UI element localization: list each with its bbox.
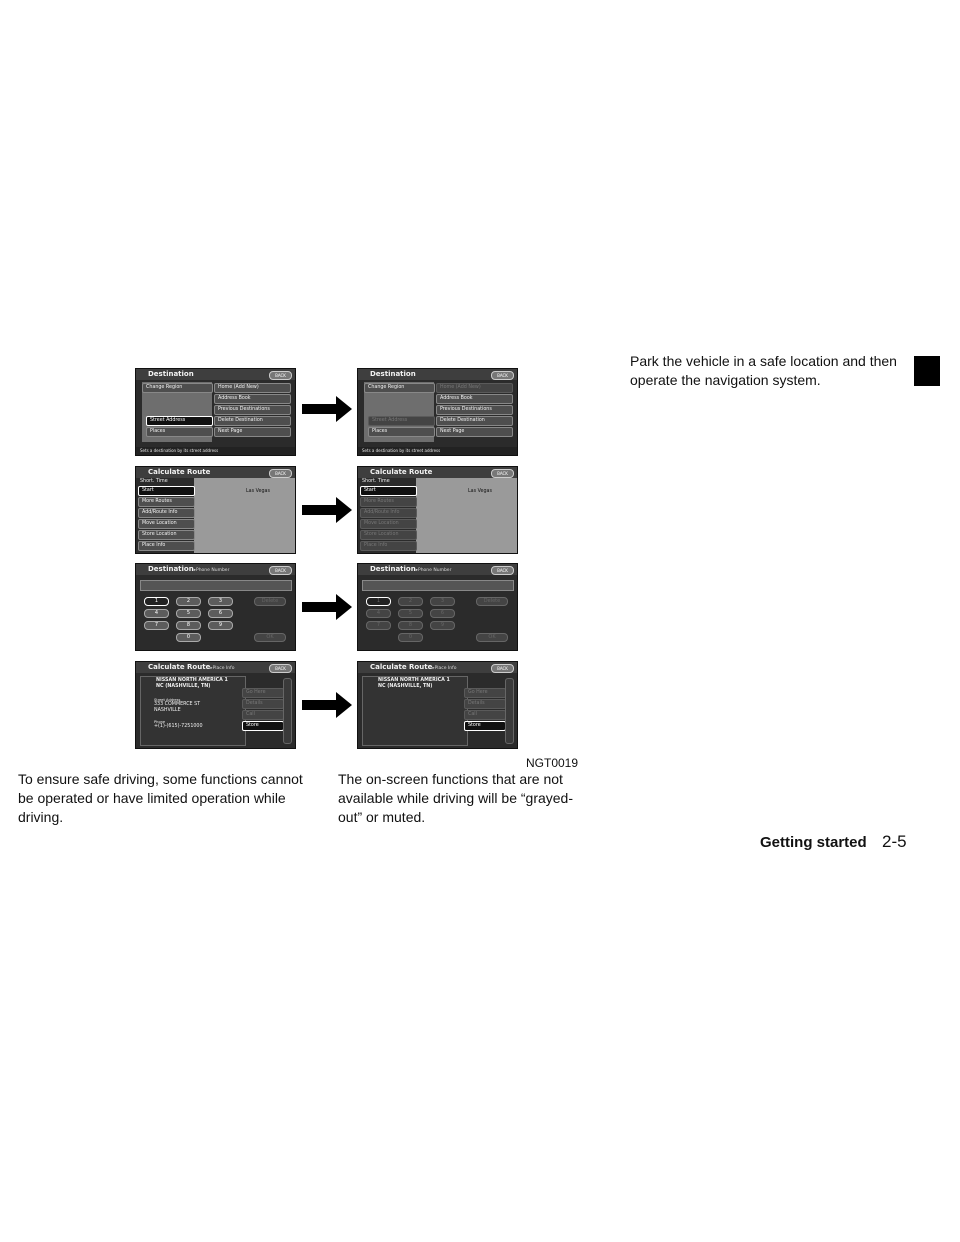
number-input-field (140, 580, 292, 591)
details-button: Details (464, 699, 506, 709)
phone-number: +(1)-(615)-7251000 (154, 724, 203, 729)
screen-title: Calculate Route (358, 467, 517, 478)
go-here-button: Go Here (242, 688, 284, 698)
change-region-button: Change Region (142, 383, 213, 393)
next-page-button: Next Page (214, 427, 291, 437)
destination-screen-active (135, 368, 296, 456)
key-9: 9 (208, 621, 233, 630)
screen-subtitle: ▸Phone Number (415, 568, 452, 573)
previous-destinations-button: Previous Destinations (436, 405, 513, 415)
key-4: 4 (366, 609, 391, 618)
key-7: 7 (144, 621, 169, 630)
screen-subtitle: ▸Phone Number (193, 568, 230, 573)
delete-button: Delete (476, 597, 508, 606)
place-city: NC (NASHVILLE, TN) (156, 684, 211, 689)
back-button: BACK (491, 664, 514, 673)
address-book-button: Address Book (436, 394, 513, 404)
start-button: Start (360, 486, 417, 496)
call-button: Call (242, 710, 284, 720)
more-routes-button: More Routes (138, 497, 195, 507)
street-address-line2: NASHVILLE (154, 708, 181, 713)
home-button: Home (Add New) (436, 383, 513, 393)
store-button: Store (464, 721, 506, 731)
route-mode-label: Short. Time (140, 479, 168, 484)
number-input-field (362, 580, 514, 591)
more-routes-button: More Routes (360, 497, 417, 507)
key-8: 8 (398, 621, 423, 630)
arrow-icon (302, 497, 352, 523)
delete-destination-button: Delete Destination (436, 416, 513, 426)
screen-subtitle: ▸Place Info (210, 666, 235, 671)
store-button: Store (242, 721, 284, 731)
page-number: 2-5 (882, 832, 907, 851)
home-button: Home (Add New) (214, 383, 291, 393)
place-info-screen-active (135, 661, 296, 749)
delete-button: Delete (254, 597, 286, 606)
screen-title: Destination (358, 369, 517, 380)
key-9: 9 (430, 621, 455, 630)
key-7: 7 (366, 621, 391, 630)
arrow-icon (302, 692, 352, 718)
section-thumb-tab (914, 356, 940, 386)
move-location-button: Move Location (138, 519, 195, 529)
place-info-button: Place Info (138, 541, 195, 551)
key-3: 3 (208, 597, 233, 606)
key-0: 0 (176, 633, 201, 642)
back-button: BACK (491, 371, 514, 380)
screen-title: Destination (136, 369, 295, 380)
figure-label: NGT0019 (526, 756, 579, 770)
key-5: 5 (176, 609, 201, 618)
street-address-label: Street Address (154, 698, 181, 702)
scrollbar (505, 678, 514, 744)
back-button: BACK (269, 469, 292, 478)
key-2: 2 (398, 597, 423, 606)
place-city: NC (NASHVILLE, TN) (378, 684, 433, 689)
calculate-route-screen-driving (357, 466, 518, 554)
address-book-button: Address Book (214, 394, 291, 404)
screen-title: Destination (370, 565, 416, 573)
arrow-icon (302, 396, 352, 422)
route-mode-label: Short. Time (362, 479, 390, 484)
street-address-line1: 333 COMMERCE ST (154, 702, 201, 707)
next-page-button: Next Page (436, 427, 513, 437)
key-6: 6 (430, 609, 455, 618)
go-here-button: Go Here (464, 688, 506, 698)
map-city-label: Las Vegas (468, 489, 492, 494)
add-route-info-button: Add/Route Info (138, 508, 195, 518)
back-button: BACK (269, 371, 292, 380)
screen-subtitle: ▸Place Info (432, 666, 457, 671)
status-text: Sets a destination by its street address (136, 447, 295, 455)
screen-title: Calculate Route (148, 663, 211, 671)
ok-button: OK (254, 633, 286, 642)
body-text-col1: To ensure safe driving, some functions cannot be operated or have limited operation while driving. (18, 771, 303, 825)
key-0: 0 (398, 633, 423, 642)
arrow-icon (302, 594, 352, 620)
body-text-col3: Park the vehicle in a safe location and then operate the navigation system. (630, 353, 897, 388)
back-button: BACK (491, 566, 514, 575)
map-city-label: Las Vegas (246, 489, 270, 494)
start-button: Start (138, 486, 195, 496)
key-3: 3 (430, 597, 455, 606)
key-1: 1 (144, 597, 169, 606)
key-1: 1 (366, 597, 391, 606)
street-address-button: Street Address (146, 416, 213, 426)
body-text-col2: The on-screen functions that are not available while driving will be “grayed-out” or muted. (338, 771, 573, 825)
destination-screen-driving (357, 368, 518, 456)
back-button: BACK (491, 469, 514, 478)
delete-destination-button: Delete Destination (214, 416, 291, 426)
section-title: Getting started (760, 834, 867, 851)
place-name: NISSAN NORTH AMERICA 1 (156, 678, 228, 683)
place-info-screen-driving (357, 661, 518, 749)
calculate-route-screen-active (135, 466, 296, 554)
store-location-button: Store Location (138, 530, 195, 540)
places-button: Places (146, 427, 213, 437)
phone-number-screen-active (135, 563, 296, 651)
phone-number-screen-driving (357, 563, 518, 651)
key-8: 8 (176, 621, 201, 630)
key-4: 4 (144, 609, 169, 618)
back-button: BACK (269, 566, 292, 575)
scrollbar (283, 678, 292, 744)
street-address-button: Street Address (368, 416, 435, 426)
screen-title: Calculate Route (370, 663, 433, 671)
key-2: 2 (176, 597, 201, 606)
change-region-button: Change Region (364, 383, 435, 393)
route-map (416, 478, 517, 553)
key-5: 5 (398, 609, 423, 618)
ok-button: OK (476, 633, 508, 642)
back-button: BACK (269, 664, 292, 673)
add-route-info-button: Add/Route Info (360, 508, 417, 518)
place-info-button: Place Info (360, 541, 417, 551)
screen-title: Calculate Route (136, 467, 295, 478)
phone-label: Phone (154, 720, 166, 724)
route-map (194, 478, 295, 553)
call-button: Call (464, 710, 506, 720)
move-location-button: Move Location (360, 519, 417, 529)
place-name: NISSAN NORTH AMERICA 1 (378, 678, 450, 683)
details-button: Details (242, 699, 284, 709)
previous-destinations-button: Previous Destinations (214, 405, 291, 415)
places-button: Places (368, 427, 435, 437)
status-text: Sets a destination by its street address (358, 447, 517, 455)
key-6: 6 (208, 609, 233, 618)
screen-title: Destination (148, 565, 194, 573)
store-location-button: Store Location (360, 530, 417, 540)
